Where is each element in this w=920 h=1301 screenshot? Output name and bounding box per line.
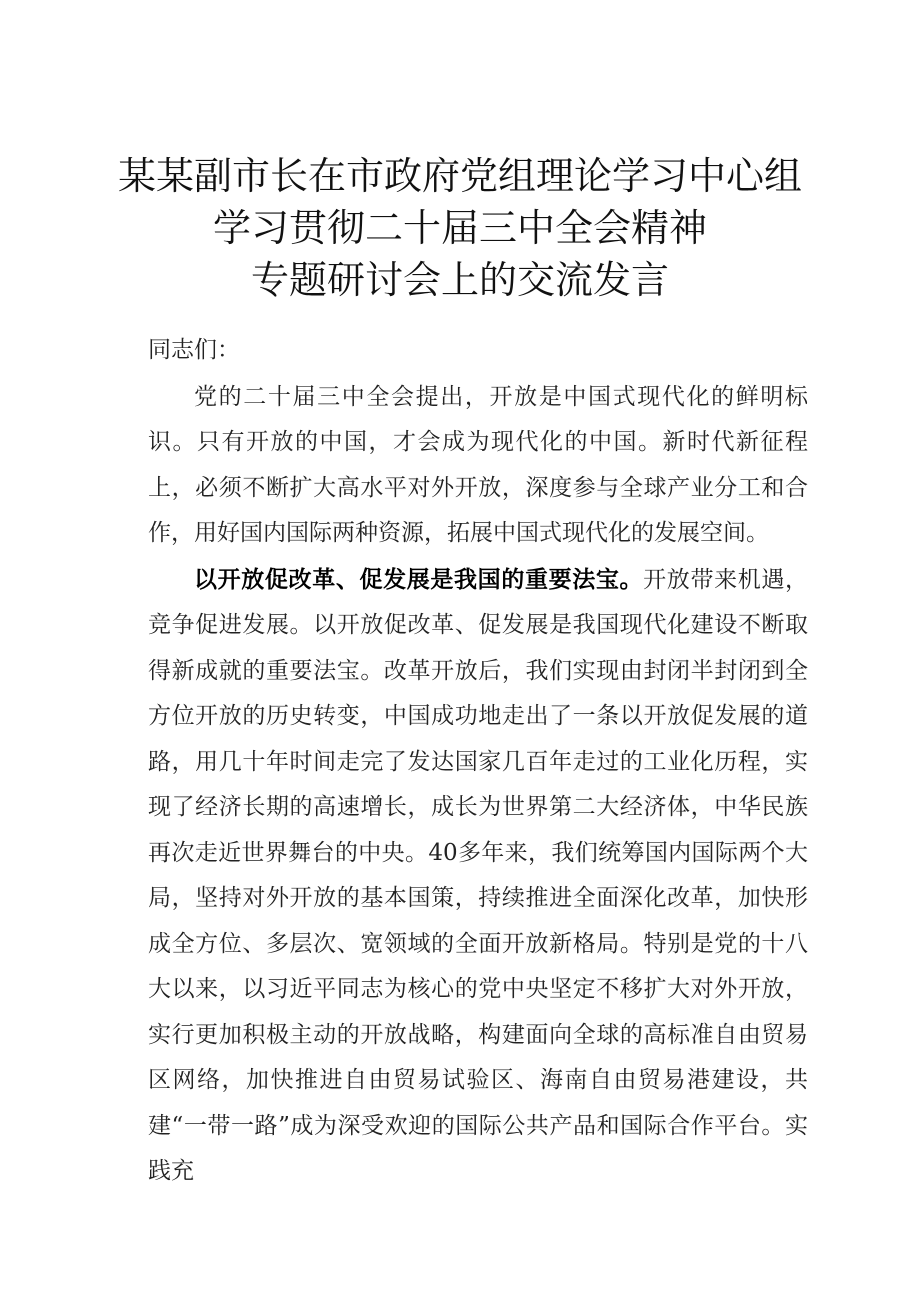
document-title	[100, 150, 820, 306]
paragraph-text: 党的二十届三中全会提出，开放是中国式现代化的鲜明标识。只有开放的中国，才会成为现代化的中国。新时代新征程上，必须不断扩大高水平对外开放，深度参与全球产业分工和合作，用好国内国际两种资源，拓展中国式现代化的发展空间。	[148, 383, 808, 546]
title-line-3: 专题研讨会上的交流发言	[250, 258, 669, 302]
document-body	[148, 328, 808, 1195]
salutation: 同志们：	[148, 337, 240, 363]
paragraph-text: 开放带来机遇，竞争促进发展。以开放促改革、促发展是我国现代化建设不断取得新成就的重要法宝。改革开放后，我们实现由封闭半封闭到全方位开放的历史转变，中国成功地走出了一条以开放促发展的道路，用几十年时间走完了发达国家几百年走过的工业化历程，实现了经济长期的高速增长，成长为世界第二大经济体，中华民族再次走近世界舞台的中央。40多年来，我们统筹国内国际两个大局，坚持对外开放的基本国策，持续推进全面深化改革，加快形成全方位、多层次、宽领域的全面开放新格局。特别是党的十八大以来，以习近平同志为核心的党中央坚定不移扩大对外开放，实行更加积极主动的开放战略，构建面向全球的高标准自由贸易区网络，加快推进自由贸易试验区、海南自由贸易港建设，共建“一带一路”成为深受欢迎的国际公共产品和国际合作平台。实践充	[148, 566, 809, 1184]
paragraph-2	[148, 557, 808, 1195]
paragraph-1	[148, 374, 808, 557]
title-line-2: 学习贯彻二十届三中全会精神	[212, 206, 707, 250]
paragraph-lead: 以开放促改革、促发展是我国的重要法宝。	[194, 565, 644, 593]
title-line-1: 某某副市长在市政府党组理论学习中心组	[117, 154, 802, 198]
